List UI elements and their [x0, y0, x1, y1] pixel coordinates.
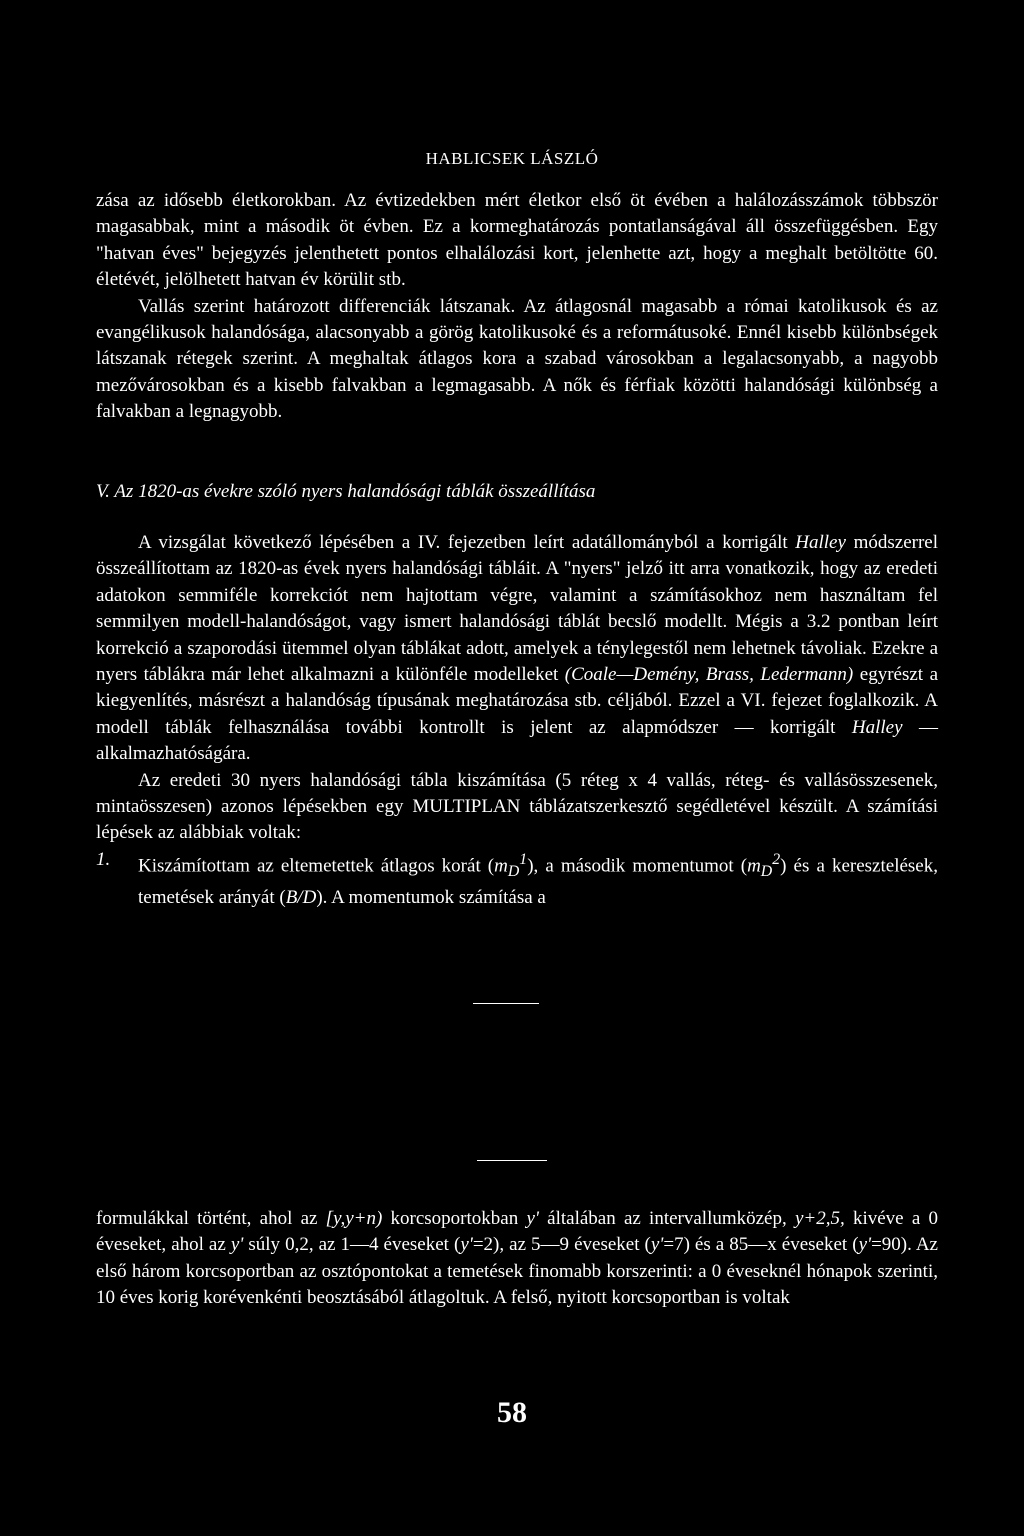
numbered-list-item: [96, 847, 938, 912]
list-item-text: [138, 847, 938, 912]
text-run: — alkalmazhatóságára.: [96, 716, 939, 765]
text-run: =2), az 5—9 éveseket (: [472, 1234, 651, 1256]
horizontal-rule: [477, 1160, 547, 1161]
text-run-italic: y': [858, 1234, 872, 1256]
text-run: ), a második momentumot (: [527, 855, 748, 877]
subscript: D: [507, 863, 520, 880]
text-run: általában az intervallumközép,: [538, 1208, 795, 1229]
paragraph: [96, 530, 938, 768]
symbol: B/D: [285, 887, 317, 909]
text-run: ). A momentumok számítása a: [316, 887, 546, 909]
text-run-italic: (Coale—Demény, Brass, Ledermann): [564, 664, 854, 686]
horizontal-rule: [473, 1003, 539, 1004]
text-run: =90). Az első három korcsoportban az osztópontokat a temetések finomabb korszerinti: a 0 éveseknél hónapok szerinti, 10 éves korig korévenkénti beosztásából átlagoltuk. A felső, nyitott korcsoportban is voltak: [96, 1234, 938, 1309]
text-run: egyrészt a kiegyenlítés, másrészt a halandóság típusának meghatározása stb. céljából. Ezzel a VI. fejezet foglalkozik. A modell táblák felhasználása további kontrollt is jelent az alapmódszer — korrigált: [96, 664, 939, 738]
paragraph: Az eredeti 30 nyers halandósági tábla kiszámítása (5 réteg x 4 vallás, réteg- és vallásösszesenek, mintaösszesen) azonos lépésekben egy MULTIPLAN táblázatszerkesztő segédletével készült. A számítási lépések az alábbiak voltak:: [96, 769, 938, 844]
text-run: súly 0,2, az 1—4 éveseket (: [243, 1234, 461, 1256]
superscript: 2: [772, 850, 781, 868]
text-run-italic: y': [230, 1234, 244, 1256]
text-run-italic: Halley: [851, 716, 903, 738]
body-text-bottom: [96, 1206, 938, 1312]
paragraph: Vallás szerint határozott differenciák látszanak. Az átlagosnál magasabb a római katolikusok és az evangélikusok halandósága, alacsonyabb a görög katolikusoké és a reformátusoké. Ennél kisebb különbségek látszanak rétegek szerint. A meghaltak átlagos kora a szabad városokban a legalacsonyabb, a nagyobb mezővárosokban és a kisebb falvakban a legmagasabb. A nők és férfiak közötti halandósági különbség a falvakban a legnagyobb.: [96, 295, 938, 423]
superscript: 1: [519, 850, 528, 868]
text-run: kivéve a 0 éveseket, ahol az: [96, 1208, 938, 1256]
section-heading: V. Az 1820-as évekre szóló nyers halandósági táblák összeállítása: [96, 481, 596, 502]
list-item-number: 1.: [96, 848, 111, 870]
text-run: formulákkal történt, ahol az: [96, 1208, 326, 1229]
text-run-italic: y': [650, 1234, 664, 1256]
body-text-top: [96, 188, 938, 426]
text-run: módszerrel összeállítottam az 1820-as évek nyers halandósági tábláit. A "nyers" jelző itt arra vonatkozik, hogy az eredeti adatokon semmiféle korrekciót nem hajtottam végre, valamint a számításokhoz nem használtam fel semmilyen modell-halandóságot, vagy ismert halandósági táblát becslő modellt. Mégis a 3.2 pontban leírt korrekció a szaporodási ütemmel olyan táblákat adott, amelyek a ténylegestől nem lehetnek távoliak. Ezekre a nyers táblákra már lehet alkalmazni a különféle modelleket: [96, 532, 938, 686]
symbol: m: [747, 855, 761, 877]
running-header: HABLICSEK LÁSZLÓ: [425, 149, 599, 168]
text-run-italic: y': [460, 1234, 473, 1256]
text-run-italic: Halley: [795, 532, 846, 553]
paragraph: zása az idősebb életkorokban. Az évtizedekben mért életkor első öt évében a halálozásszámok többször magasabbak, mint a második öt évben. Ez a kormeghatározás pontatlanságával áll összefüggésben. Egy "hatvan éves" bejegyzés jelenthetett pontos elhalálozási kort, jelenhette azt, hogy a meghalt betöltötte 60. életévét, jelölhetett hatvan év körülit stb.: [96, 190, 938, 291]
section-body: [96, 530, 938, 912]
paragraph: [96, 1206, 938, 1312]
text-run: Kiszámítottam az eltemetettek átlagos korát (: [138, 855, 495, 877]
text-run: A vizsgálat következő lépésében a IV. fejezetben leírt adatállományból a korrigált: [138, 532, 796, 553]
text-run: =7) és a 85—x éveseket (: [663, 1234, 859, 1256]
subscript: D: [760, 863, 773, 880]
symbol: m: [494, 855, 508, 877]
text-run-italic: [y,y+n): [325, 1208, 383, 1229]
text-run-italic: y': [526, 1208, 539, 1229]
text-run: korcsoportokban: [382, 1208, 527, 1229]
page-number: 58: [497, 1396, 527, 1429]
text-run: ) és a keresztelések, temetések arányát (: [138, 855, 938, 909]
text-run-italic: y+2,5,: [794, 1208, 845, 1229]
